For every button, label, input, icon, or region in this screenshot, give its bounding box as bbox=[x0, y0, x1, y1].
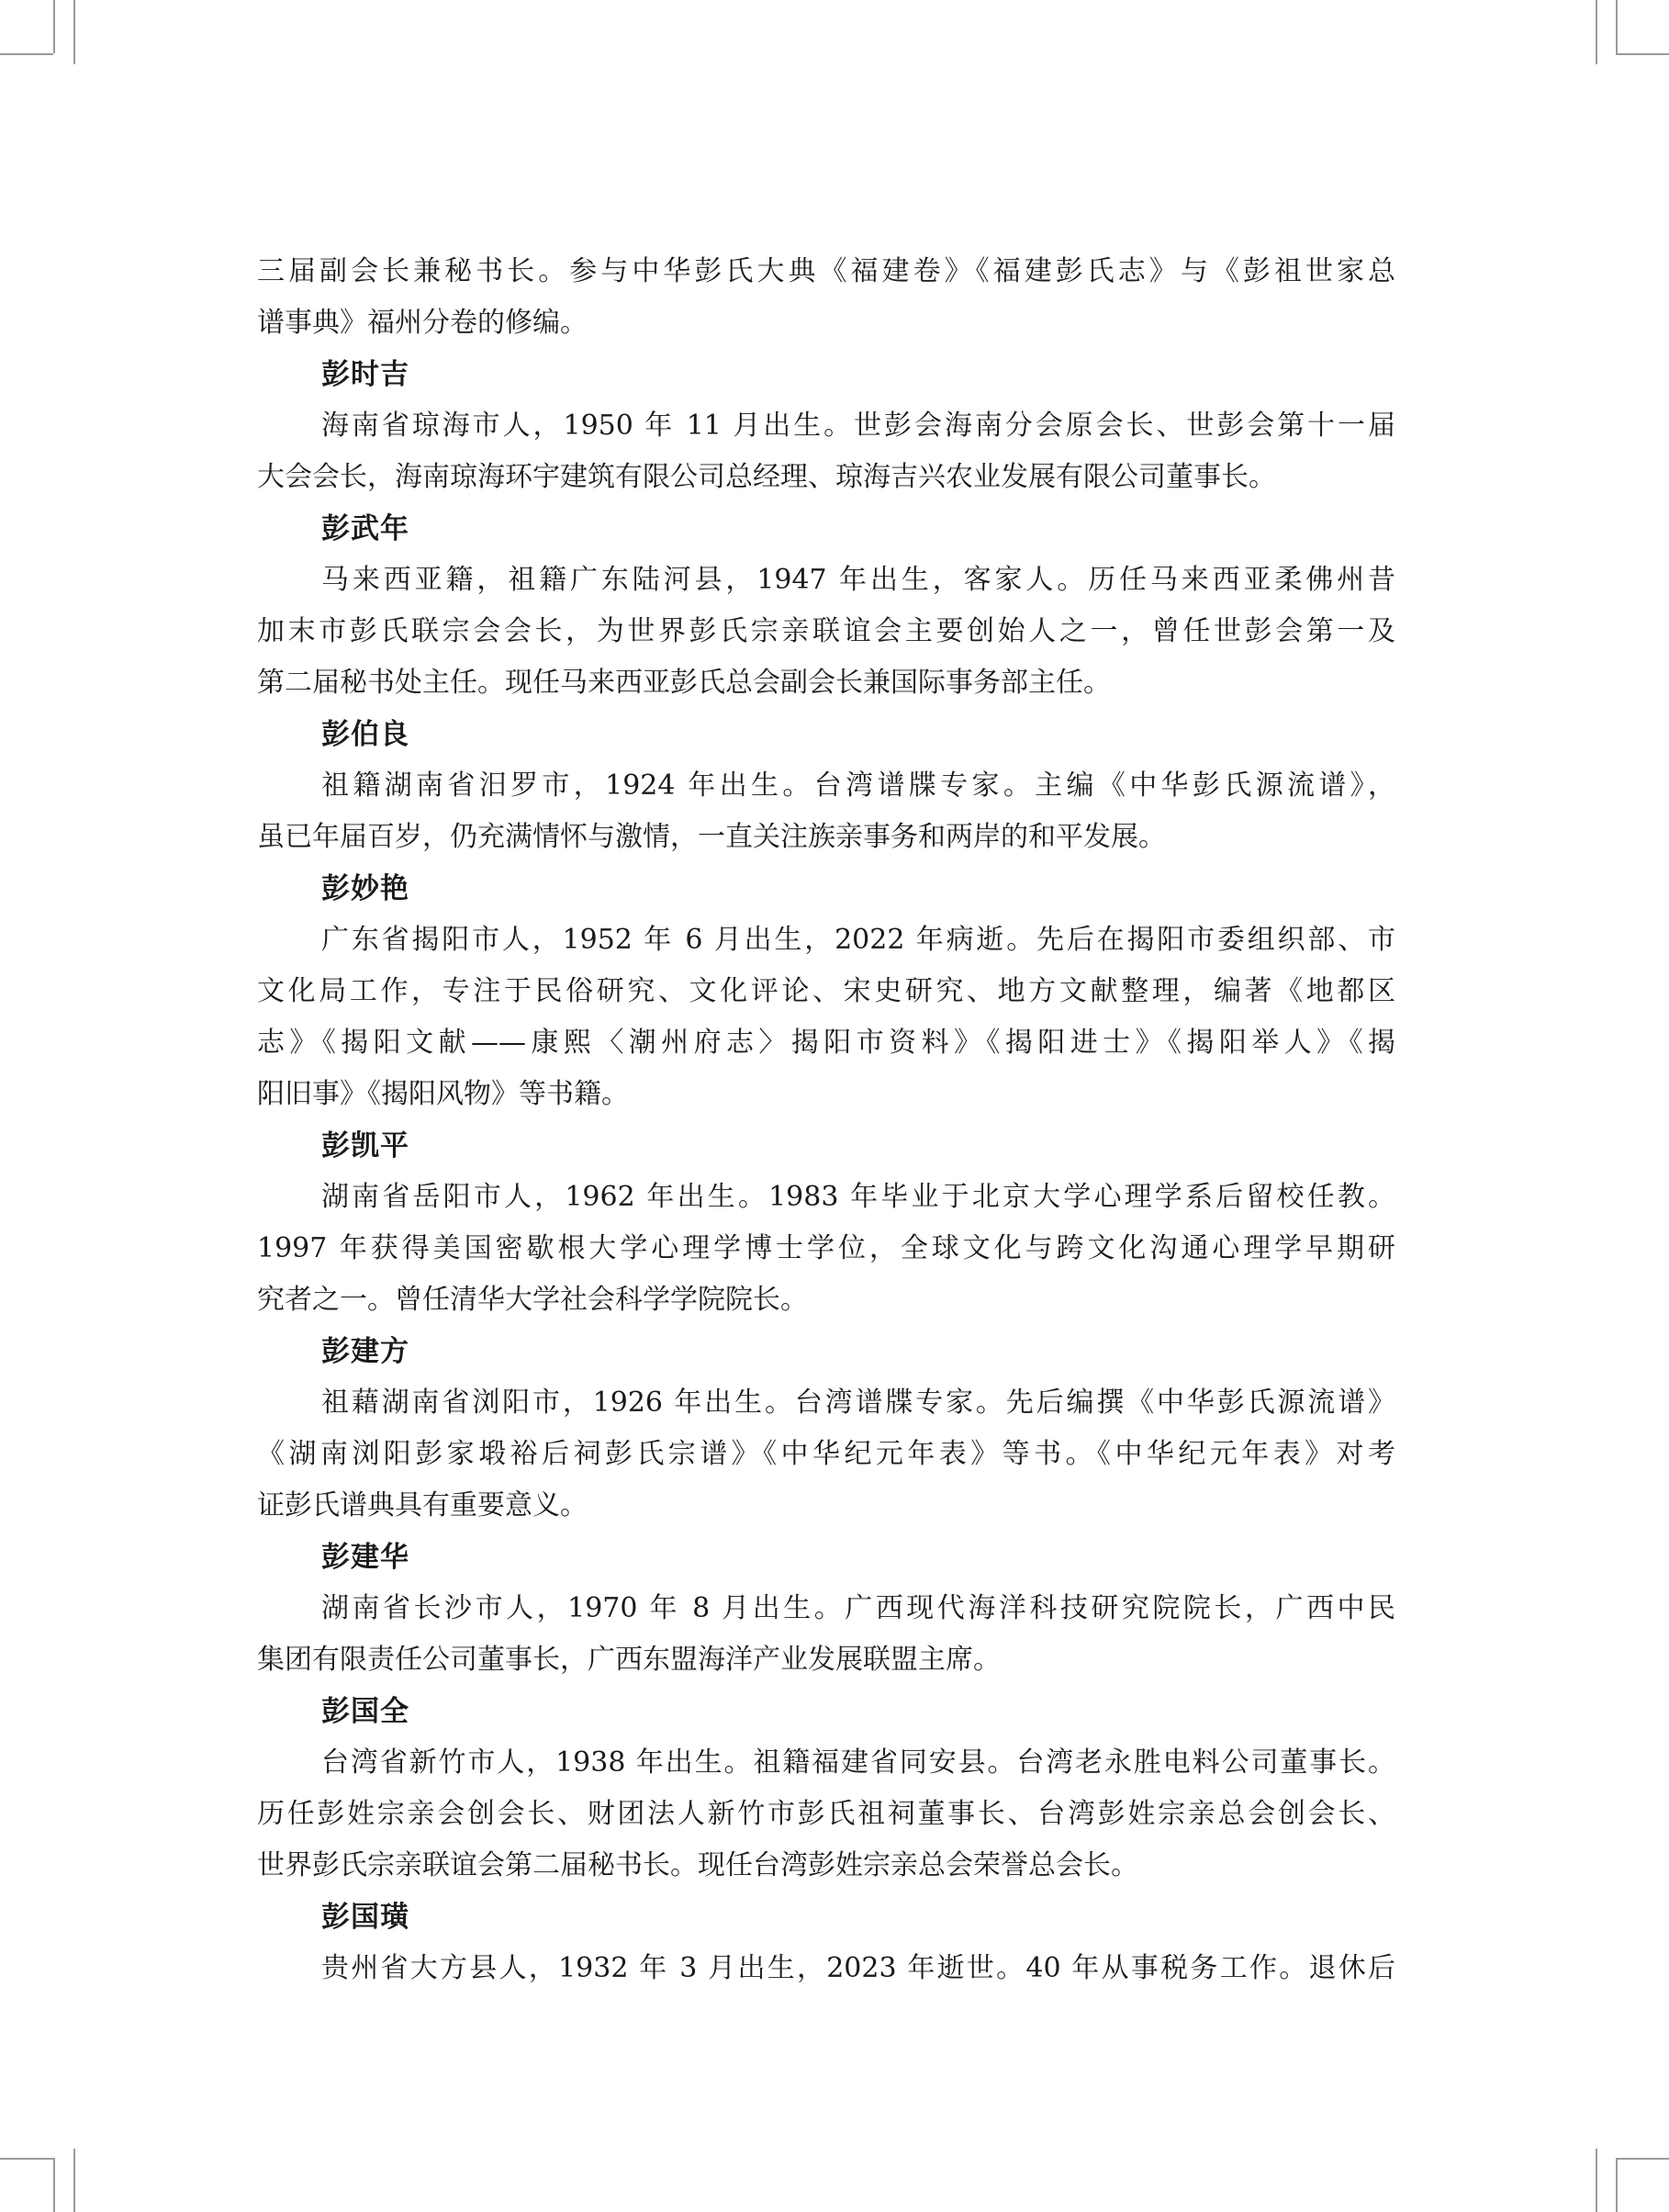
entry bbox=[257, 863, 1395, 1120]
text-line: 湖南省长沙市人，1970 年 8 月出生。广西现代海洋科技研究院院长，广西中民 bbox=[321, 1592, 1395, 1624]
entry-name: 彭妙艳 bbox=[321, 872, 409, 905]
entry bbox=[257, 349, 1395, 503]
entry bbox=[257, 1892, 1395, 1994]
text-line: 祖藉湖南省浏阳市，1926 年出生。台湾谱牒专家。先后编撰《中华彭氏源流谱》 bbox=[321, 1387, 1395, 1419]
entry-name: 彭建方 bbox=[321, 1335, 409, 1368]
text-line: 究者之一。曾任清华大学社会科学学院院长。 bbox=[257, 1284, 808, 1316]
text-line: 大会会长，海南琼海环宇建筑有限公司总经理、琼海吉兴农业发展有限公司董事长。 bbox=[257, 461, 1276, 493]
text-line: 广东省揭阳市人，1952 年 6 月出生，2022 年病逝。先后在揭阳市委组织部、市 bbox=[321, 924, 1395, 956]
entry-name: 彭国全 bbox=[321, 1695, 409, 1728]
entry-name: 彭建华 bbox=[321, 1541, 409, 1574]
entry-name: 彭时吉 bbox=[321, 358, 409, 391]
entry bbox=[257, 1686, 1395, 1892]
text-line: 历任彭姓宗亲会创会长、财团法人新竹市彭氏祖祠董事长、台湾彭姓宗亲总会创会长、 bbox=[257, 1798, 1395, 1830]
text-line: 贵州省大方县人，1932 年 3 月出生，2023 年逝世。40 年从事税务工作。退休后 bbox=[321, 1952, 1395, 1984]
page-body bbox=[257, 246, 1395, 1994]
text-line: 加末市彭氏联宗会会长，为世界彭氏宗亲联谊会主要创始人之一，曾任世彭会第一及 bbox=[257, 615, 1395, 647]
text-line: 文化局工作，专注于民俗研究、文化评论、宋史研究、地方文献整理，编著《地都区 bbox=[257, 975, 1395, 1007]
text-line: 祖籍湖南省汨罗市，1924 年出生。台湾谱牒专家。主编《中华彭氏源流谱》， bbox=[321, 769, 1395, 802]
entry-name: 彭伯良 bbox=[321, 718, 409, 751]
text-line: 湖南省岳阳市人，1962 年出生。1983 年毕业于北京大学心理学系后留校任教。 bbox=[321, 1181, 1395, 1213]
crop-mark-top-left-v bbox=[53, 0, 55, 53]
crop-mark-top-right-v2 bbox=[1596, 0, 1597, 64]
text-line: 《湖南浏阳彭家塅裕后祠彭氏宗谱》《中华纪元年表》等书。《中华纪元年表》对考 bbox=[257, 1438, 1395, 1470]
text-line: 证彭氏谱典具有重要意义。 bbox=[257, 1489, 588, 1521]
crop-mark-bottom-right-v bbox=[1616, 2158, 1618, 2212]
text-line: 志》《揭阳文献——康熙〈潮州府志〉揭阳市资料》《揭阳进士》《揭阳举人》《揭 bbox=[257, 1027, 1395, 1059]
text-line: 阳旧事》《揭阳风物》等书籍。 bbox=[257, 1078, 629, 1110]
crop-mark-top-left-v2 bbox=[73, 0, 75, 64]
crop-mark-bottom-right-v2 bbox=[1596, 2149, 1597, 2212]
entry bbox=[257, 1532, 1395, 1686]
crop-mark-bottom-left-v2 bbox=[73, 2149, 75, 2212]
text-line: 第二届秘书处主任。现任马来西亚彭氏总会副会长兼国际事务部主任。 bbox=[257, 667, 1111, 699]
crop-mark-bottom-left-v bbox=[53, 2158, 55, 2212]
crop-mark-bottom-left-h bbox=[0, 2158, 53, 2160]
text-line: 虽已年届百岁，仍充满情怀与激情，一直关注族亲事务和两岸的和平发展。 bbox=[257, 821, 1166, 853]
text-line: 马来西亚籍，祖籍广东陆河县，1947 年出生，客家人。历任马来西亚柔佛州昔 bbox=[321, 564, 1395, 596]
intro-paragraph bbox=[257, 246, 1395, 349]
text-line: 台湾省新竹市人，1938 年出生。祖籍福建省同安县。台湾老永胜电料公司董事长。 bbox=[321, 1746, 1395, 1779]
entry bbox=[257, 1120, 1395, 1326]
text-line: 谱事典》福州分卷的修编。 bbox=[257, 307, 588, 339]
entry-name: 彭武年 bbox=[321, 512, 409, 545]
crop-mark-top-right-v bbox=[1616, 0, 1618, 53]
text-line: 海南省琼海市人，1950 年 11 月出生。世彭会海南分会原会长、世彭会第十一届 bbox=[321, 410, 1395, 442]
crop-mark-top-right-h bbox=[1616, 53, 1669, 55]
crop-mark-top-left-h bbox=[0, 53, 53, 55]
entry bbox=[257, 709, 1395, 863]
entry bbox=[257, 1326, 1395, 1532]
entry-name: 彭国璜 bbox=[321, 1901, 409, 1934]
text-line: 世界彭氏宗亲联谊会第二届秘书长。现任台湾彭姓宗亲总会荣誉总会长。 bbox=[257, 1849, 1138, 1881]
entry-name: 彭凯平 bbox=[321, 1129, 409, 1162]
text-line: 三届副会长兼秘书长。参与中华彭氏大典《福建卷》《福建彭氏志》与《彭祖世家总 bbox=[257, 255, 1395, 287]
crop-mark-bottom-right-h bbox=[1616, 2158, 1669, 2160]
entry bbox=[257, 503, 1395, 709]
text-line: 1997 年获得美国密歇根大学心理学博士学位，全球文化与跨文化沟通心理学早期研 bbox=[257, 1232, 1395, 1264]
text-line: 集团有限责任公司董事长，广西东盟海洋产业发展联盟主席。 bbox=[257, 1644, 1001, 1676]
